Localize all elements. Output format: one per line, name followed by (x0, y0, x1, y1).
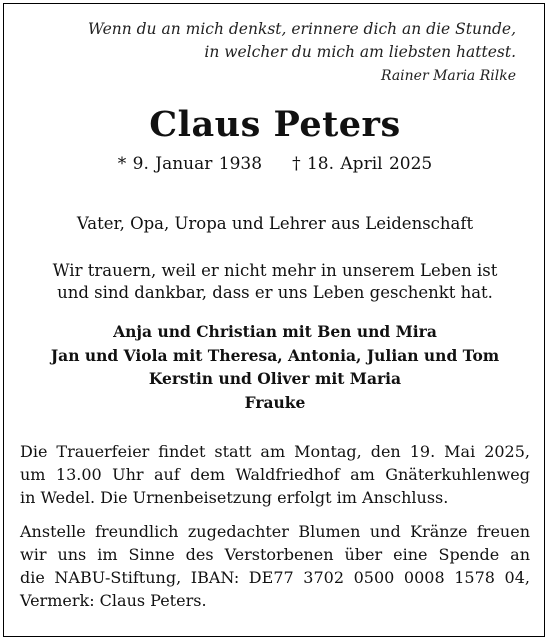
mourning-line-1: Wir trauern, weil er nicht mehr in unserem Leben ist (52, 261, 498, 280)
mourning-statement (0, 260, 550, 304)
life-dates (0, 154, 550, 174)
funeral-line-2: um 13.00 Uhr auf dem Waldfriedhof am Gnäterkuhlenweg (20, 465, 530, 484)
donation-line-4: Vermerk: Claus Peters. (20, 591, 207, 610)
donation-line-2: wir uns im Sinne des Verstorbenen über eine Spende an (20, 545, 530, 564)
donation-line-3: die NABU-Stiftung, IBAN: DE77 3702 0500 0008 1578 04, (20, 568, 530, 587)
family-member-line: Kerstin und Oliver mit Maria (148, 369, 402, 388)
funeral-line-3: in Wedel. Die Urnenbeisetzung erfolgt im Anschluss. (20, 488, 449, 507)
quote-line-2: in welcher du mich am liebsten hattest. (204, 43, 516, 61)
deceased-name: Claus Peters (149, 104, 401, 145)
family-member-line: Jan und Viola mit Theresa, Antonia, Julian und Tom (50, 345, 500, 365)
funeral-info (20, 440, 530, 509)
donation-info (20, 520, 530, 612)
quote-author: Rainer Maria Rilke (380, 68, 516, 84)
donation-line-1: Anstelle freundlich zugedachter Blumen und Kränze freuen (20, 522, 530, 541)
death-date: † 18. April 2025 (292, 154, 433, 174)
quote-line-1: Wenn du an mich denkst, erinnere dich an die Stunde, (87, 20, 516, 38)
funeral-line-1: Die Trauerfeier findet statt am Montag, den 19. Mai 2025, (20, 442, 530, 461)
family-list (0, 320, 550, 414)
family-member-line: Frauke (244, 392, 306, 412)
birth-date: * 9. Januar 1938 (117, 154, 263, 174)
epigraph-quote (46, 18, 516, 88)
mourning-line-2: und sind dankbar, dass er uns Leben geschenkt hat. (57, 283, 493, 302)
deceased-description: Vater, Opa, Uropa und Lehrer aus Leidenschaft (76, 214, 474, 233)
family-member-line: Anja und Christian mit Ben und Mira (113, 322, 437, 341)
